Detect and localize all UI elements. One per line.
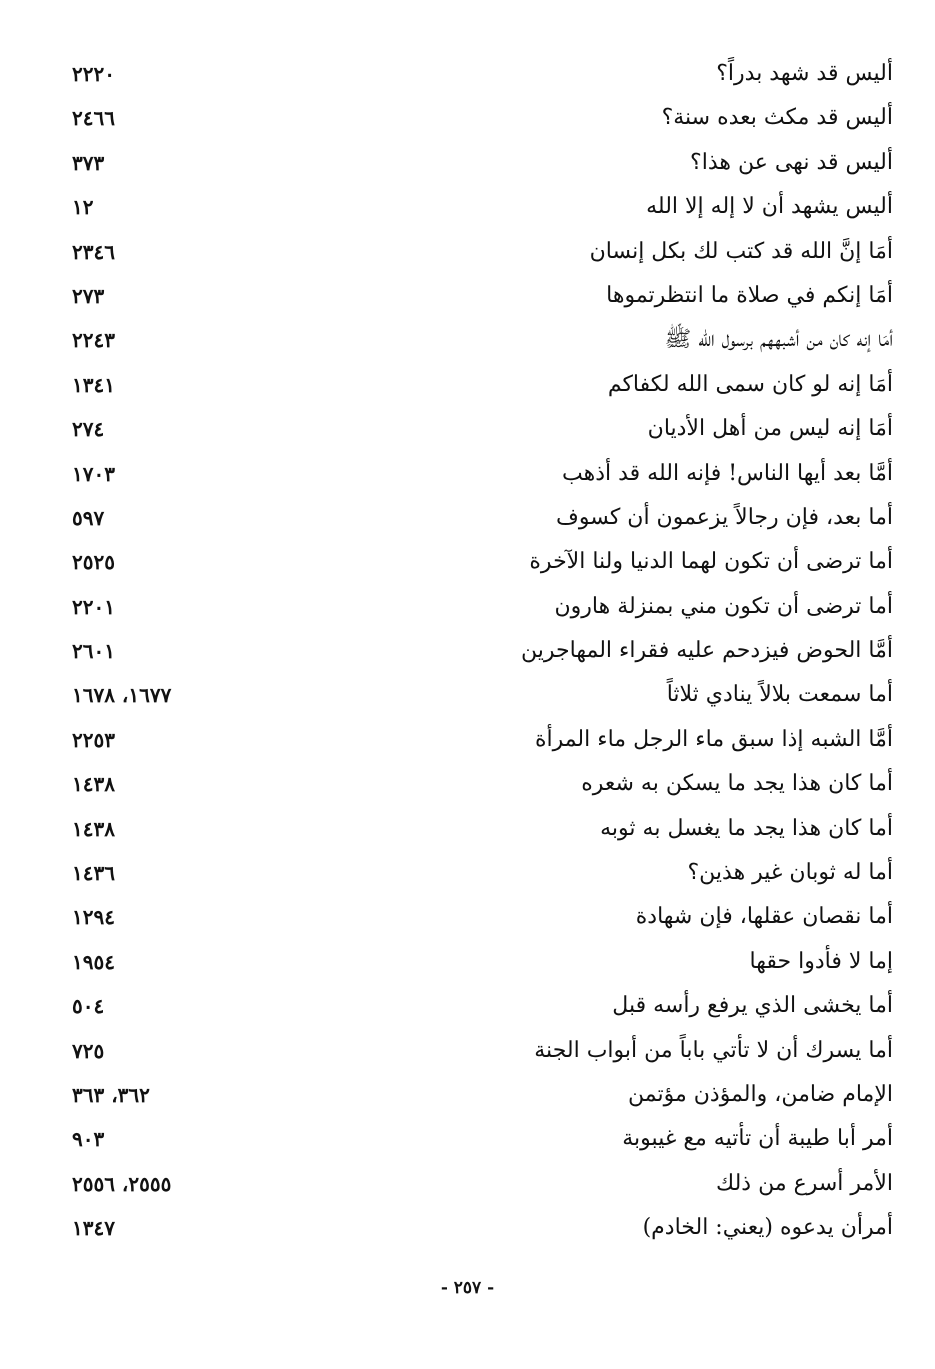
entry-reference: ٢٣٤٦ bbox=[72, 239, 115, 264]
index-entry bbox=[0, 985, 935, 1029]
entry-text: أمر أبا طيبة أن تأتيه مع غيبوبة bbox=[622, 1126, 893, 1152]
entry-reference: ٥٠٤ bbox=[72, 994, 105, 1019]
index-entry bbox=[0, 1074, 935, 1118]
index-entry bbox=[0, 1118, 935, 1162]
entry-text: أما نقصان عقلها، فإن شهادة bbox=[635, 904, 893, 930]
entry-reference: ٢٧٣ bbox=[72, 283, 105, 308]
index-entry bbox=[0, 586, 935, 630]
entry-text: أمرأن يدعوه (يعني: الخادم) bbox=[642, 1215, 893, 1241]
index-entry bbox=[0, 719, 935, 763]
index-entry bbox=[0, 497, 935, 541]
hadith-index-list bbox=[0, 53, 935, 1252]
entry-reference: ٢٥٢٥ bbox=[72, 550, 115, 575]
index-entry bbox=[0, 1207, 935, 1251]
index-entry bbox=[0, 852, 935, 896]
entry-reference: ٣٧٣ bbox=[72, 150, 105, 175]
entry-text: أليس قد مكث بعده سنة؟ bbox=[661, 105, 893, 131]
entry-text: أليس قد شهد بدراً؟ bbox=[716, 61, 893, 86]
index-entry bbox=[0, 763, 935, 807]
entry-reference: ١٢٩٤ bbox=[72, 905, 115, 930]
entry-text: أما كان هذا يجد ما يسكن به شعره bbox=[581, 771, 893, 797]
page-number: - ٢٥٧ - bbox=[440, 1278, 495, 1298]
entry-text: الإمام ضامن، والمؤذن مؤتمن bbox=[628, 1081, 893, 1107]
entry-reference: ٢٥٥٥، ٢٥٥٦ bbox=[72, 1171, 172, 1196]
entry-reference: ٢٧٤ bbox=[72, 417, 105, 442]
entry-reference: ١٣٤١ bbox=[72, 372, 115, 397]
index-entry bbox=[0, 808, 935, 852]
index-entry bbox=[0, 186, 935, 230]
index-entry bbox=[0, 364, 935, 408]
entry-text: إما لا فأدوا حقها bbox=[749, 948, 893, 974]
entry-reference: ٢٢٢٠ bbox=[72, 62, 115, 86]
entry-reference: ٢٤٦٦ bbox=[72, 106, 115, 131]
entry-text: أما بعد، فإن رجالاً يزعمون أن كسوف bbox=[556, 504, 893, 530]
entry-text: أمَا إنه ليس من أهل الأديان bbox=[647, 416, 893, 442]
entry-text: أمَا إنَّ الله قد كتب لك بكل إنسان bbox=[589, 238, 893, 264]
entry-reference: ١٢ bbox=[72, 195, 94, 220]
entry-text: أمَا إنكم في صلاة ما انتظرتموها bbox=[606, 282, 893, 308]
entry-reference: ١٤٣٨ bbox=[72, 816, 115, 841]
entry-reference: ١٩٥٤ bbox=[72, 949, 115, 974]
entry-reference: ١٧٠٣ bbox=[72, 461, 115, 486]
entry-reference: ٢٢٤٣ bbox=[72, 328, 115, 353]
index-entry bbox=[0, 674, 935, 718]
entry-text: أما ترضى أن تكون لهما الدنيا ولنا الآخرة bbox=[529, 549, 893, 575]
index-entry bbox=[0, 630, 935, 674]
entry-reference: ٧٢٥ bbox=[72, 1038, 105, 1063]
entry-reference: ١٤٣٦ bbox=[72, 861, 115, 886]
entry-text: أمَا إنه كان من أشبههم برسول الله ﷺ bbox=[664, 327, 893, 353]
entry-text: أمَّا بعد أيها الناس! فإنه الله قد أذهب bbox=[562, 460, 893, 486]
index-entry bbox=[0, 142, 935, 186]
entry-text: أليس قد نهى عن هذا؟ bbox=[690, 149, 893, 175]
entry-reference: ٢٦٠١ bbox=[72, 639, 115, 664]
index-entry bbox=[0, 408, 935, 452]
entry-reference: ٢٢٠١ bbox=[72, 594, 115, 619]
entry-text: أمَّا الشبه إذا سبق ماء الرجل ماء المرأة bbox=[534, 726, 893, 752]
index-entry bbox=[0, 53, 935, 97]
entry-text: أمَّا الحوض فيزدحم عليه فقراء المهاجرين bbox=[521, 638, 893, 664]
entry-reference: ٩٠٣ bbox=[72, 1127, 105, 1152]
index-entry bbox=[0, 941, 935, 985]
entry-reference: ٢٢٥٣ bbox=[72, 727, 115, 752]
index-entry bbox=[0, 896, 935, 940]
entry-text: أما سمعت بلالاً ينادي ثلاثاً bbox=[666, 682, 893, 708]
entry-text: أما يسرك أن لا تأتي باباً من أبواب الجنة bbox=[534, 1037, 893, 1063]
index-entry bbox=[0, 275, 935, 319]
entry-reference: ١٣٤٧ bbox=[72, 1216, 115, 1241]
entry-text: أما يخشى الذي يرفع رأسه قبل bbox=[612, 993, 893, 1019]
entry-text: أليس يشهد أن لا إله إلا الله bbox=[646, 194, 893, 220]
entry-text: أما كان هذا يجد ما يغسل به ثوبه bbox=[600, 815, 893, 841]
entry-reference: ٣٦٢، ٣٦٣ bbox=[72, 1082, 150, 1107]
entry-reference: ١٤٣٨ bbox=[72, 772, 115, 797]
index-entry bbox=[0, 1163, 935, 1207]
entry-reference: ٥٩٧ bbox=[72, 505, 105, 530]
index-entry bbox=[0, 1030, 935, 1074]
entry-text: أما ترضى أن تكون مني بمنزلة هارون bbox=[554, 593, 893, 619]
entry-text: الأمر أسرع من ذلك bbox=[716, 1170, 893, 1196]
index-entry bbox=[0, 453, 935, 497]
entry-reference: ١٦٧٧، ١٦٧٨ bbox=[72, 683, 172, 708]
index-entry bbox=[0, 319, 935, 363]
index-entry bbox=[0, 541, 935, 585]
index-entry bbox=[0, 97, 935, 141]
index-entry bbox=[0, 231, 935, 275]
entry-text: أما له ثوبان غير هذين؟ bbox=[687, 860, 893, 886]
entry-text: أمَا إنه لو كان سمى الله لكفاكم bbox=[607, 371, 893, 397]
